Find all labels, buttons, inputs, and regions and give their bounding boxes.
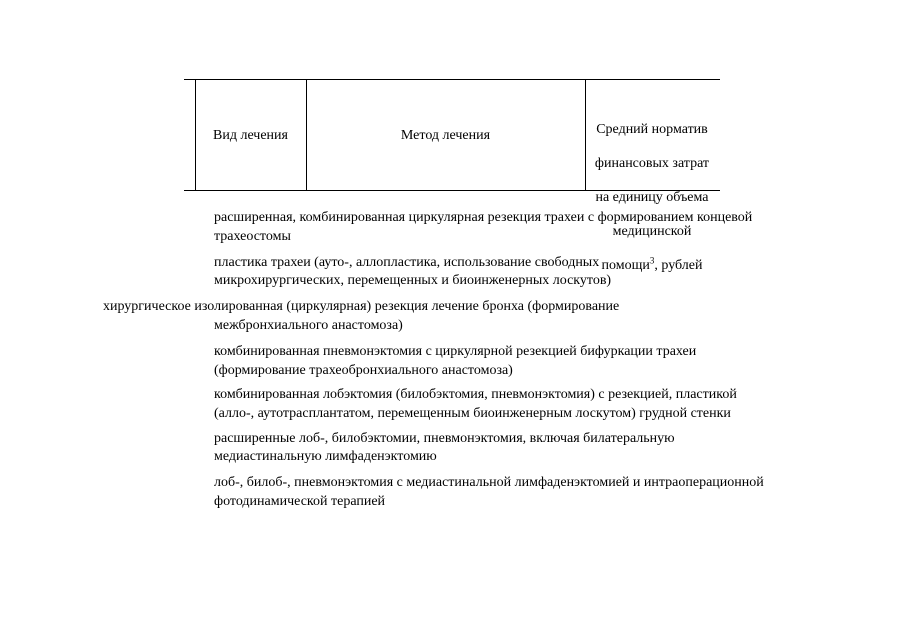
method-line: (формирование трахеобронхиального анастомоза) <box>214 363 513 378</box>
method-line: хирургическое изолированная (циркулярная) резекция лечение бронха (формирование <box>103 299 620 314</box>
method-line: комбинированная пневмонэктомия с циркулярной резекцией бифуркации трахеи <box>214 344 697 359</box>
footnote-marker: 3 <box>649 255 655 266</box>
method-line: лоб-, билоб-, пневмонэктомия с медиастинальной лимфаденэктомией и интраоперационной <box>214 475 764 490</box>
method-line: микрохирургических, перемещенных и биоинженерных лоскутов) <box>214 273 612 288</box>
method-line: медиастинальную лимфаденэктомию <box>214 449 437 464</box>
method-line: комбинированная лобэктомия (билобэктомия, пневмонэктомия) с резекцией, пластикой <box>214 387 737 402</box>
header-cost-norm <box>584 104 720 291</box>
header-cost-line: Средний норматив <box>596 122 708 137</box>
header-cost-line: на единицу объема <box>595 190 709 205</box>
method-line: пластика трахеи (ауто-, аллопластика, использование свободных <box>214 255 600 270</box>
method-line: (алло-, аутотрасплантатом, перемещенным биоинженерным лоскутом) грудной стенки <box>214 406 731 421</box>
header-treatment-method: Метод лечения <box>400 128 491 143</box>
method-line: расширенные лоб-, билобэктомии, пневмонэктомия, включая билатеральную <box>214 431 675 446</box>
header-cost-line: финансовых затрат <box>594 156 710 171</box>
method-line: трахеостомы <box>214 229 291 244</box>
method-line: фотодинамической терапией <box>214 494 386 509</box>
header-cost-line: медицинской <box>612 224 692 239</box>
header-treatment-type: Вид лечения <box>213 128 288 143</box>
method-line: межбронхиального анастомоза) <box>214 318 403 333</box>
header-cost-text: помощи <box>601 258 650 273</box>
header-cost-text: , рублей <box>654 258 703 273</box>
method-line: расширенная, комбинированная циркулярная резекция трахеи с формированием концевой <box>214 210 753 225</box>
